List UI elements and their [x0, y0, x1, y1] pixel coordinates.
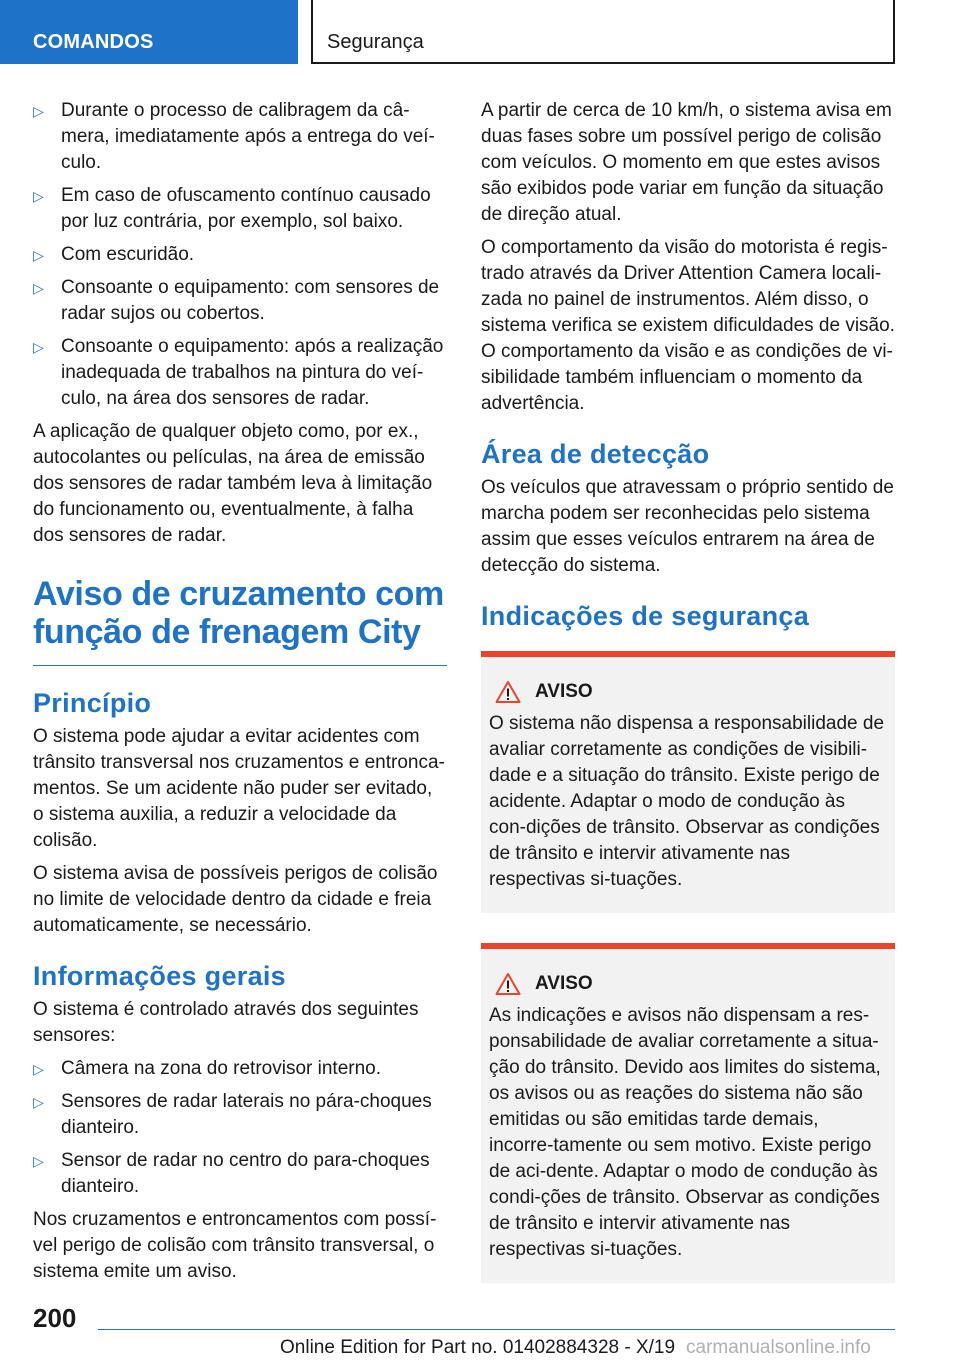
warning-title: AVISO: [535, 973, 593, 994]
section-tab: COMANDOS: [0, 0, 298, 64]
list-item: ▷ Sensores de radar laterais no pára-choques dianteiro.: [33, 1091, 432, 1138]
topic-header: Segurança: [311, 0, 895, 64]
paragraph: A aplicação de qualquer objeto como, por ex., autocolantes ou películas, na área de emissão dos sensores de radar também leva à limitação do funcionamento ou, eventualmente, à falha dos sensores de radar.: [33, 421, 433, 546]
triangle-right-icon: ▷: [33, 188, 44, 204]
triangle-right-icon: ▷: [33, 280, 44, 296]
warning-box: [481, 943, 895, 1283]
triangle-right-icon: ▷: [33, 247, 44, 263]
subheading-area: Área de detecção: [481, 439, 710, 469]
list-item: ▷ Durante o processo de calibragem da câ-mera, imediatamente após a entrega do veí-culo.: [33, 100, 435, 173]
subheading-informacoes: Informações gerais: [33, 961, 287, 991]
warning-title: AVISO: [535, 681, 593, 702]
list-item: ▷ Consoante o equipamento: após a realização inadequada de trabalhos na pintura do veí-culo, na área dos sensores de radar.: [33, 336, 444, 409]
warning-header: [495, 971, 887, 997]
list-item: ▷ Câmera na zona do retrovisor interno.: [33, 1056, 447, 1082]
list-item: ▷ Consoante o equipamento: com sensores de radar sujos ou cobertos.: [33, 277, 440, 324]
list-item: ▷ Com escuridão.: [33, 242, 447, 268]
paragraph: Os veículos que atravessam o próprio sentido de marcha podem ser reconhecidas pelo sistema assim que esses veículos entrarem na área de detecção do sistema.: [481, 477, 894, 576]
warning-triangle-icon: [495, 972, 521, 996]
paragraph: O comportamento da visão do motorista é regis-trado através da Driver Attention Camera locali-zada no painel de instrumentos. Além disso, o sistema verifica se existem dificuldades de visão. O comportamento da visão e as condições de vi-sibilidade também influenciam o momento da advertência.: [481, 237, 895, 414]
paragraph: O sistema é controlado através dos seguintes sensores:: [33, 999, 419, 1046]
footer-divider: [98, 1329, 895, 1330]
warning-text: O sistema não dispensa a responsabilidade de avaliar corretamente as condições de visibili-dade e a situação do trânsito. Existe perigo de acidente. Adaptar o modo de condução às con-dições de trânsito. Observar as condições de trânsito e intervir ativamente nas respectivas si-tuações.: [489, 713, 885, 890]
list-item: ▷ Em caso de ofuscamento contínuo causado por luz contrária, por exemplo, sol baixo.: [33, 185, 431, 232]
triangle-right-icon: ▷: [33, 1153, 44, 1169]
triangle-right-icon: ▷: [33, 1061, 44, 1077]
triangle-right-icon: ▷: [33, 339, 44, 355]
page-number: 200: [33, 1303, 77, 1333]
paragraph: Nos cruzamentos e entroncamentos com possí-vel perigo de colisão com trânsito transversal, o sistema emite um aviso.: [33, 1209, 437, 1282]
right-column: [481, 98, 895, 1283]
section-title: Aviso de cruzamento com função de frenagem City: [33, 575, 447, 666]
left-column: [33, 98, 447, 1292]
triangle-right-icon: ▷: [33, 103, 44, 119]
triangle-right-icon: ▷: [33, 1094, 44, 1110]
warning-text: As indicações e avisos não dispensam a res-ponsabilidade de avaliar corretamente a situa-ção do trânsito. Devido aos limites do sistema, os avisos ou as reações do sistema não são emitidas ou são emitidas tarde demais, incorre-tamente ou sem motivo. Existe perigo de aci-dente. Adaptar o modo de condução às condi-ções de trânsito. Observar as condições de trânsito e intervir ativamente nas respectivas si-tuações.: [489, 1005, 881, 1260]
subheading-seguranca: Indicações de segurança: [481, 601, 810, 631]
paragraph: A partir de cerca de 10 km/h, o sistema avisa em duas fases sobre um possível perigo de colisão com veículos. O momento em que estes avisos são exibidos pode variar em função da situação de direção atual.: [481, 100, 892, 225]
warning-box: [481, 651, 895, 913]
list-item: ▷ Sensor de radar no centro do para-choques dianteiro.: [33, 1150, 430, 1197]
warning-header: [495, 679, 887, 705]
warning-triangle-icon: [495, 680, 521, 704]
paragraph: O sistema avisa de possíveis perigos de colisão no limite de velocidade dentro da cidade e freia automaticamente, se necessário.: [33, 863, 438, 936]
watermark: carmanualsonline.info: [686, 1337, 871, 1358]
subheading-principio: Princípio: [33, 688, 152, 718]
edition-note: Online Edition for Part no. 01402884328 - X/19: [280, 1337, 676, 1358]
paragraph: O sistema pode ajudar a evitar acidentes com trânsito transversal nos cruzamentos e entronca-mentos. Se um acidente não puder ser evitado, o sistema auxilia, a reduzir a velocidade da colisão.: [33, 726, 445, 851]
